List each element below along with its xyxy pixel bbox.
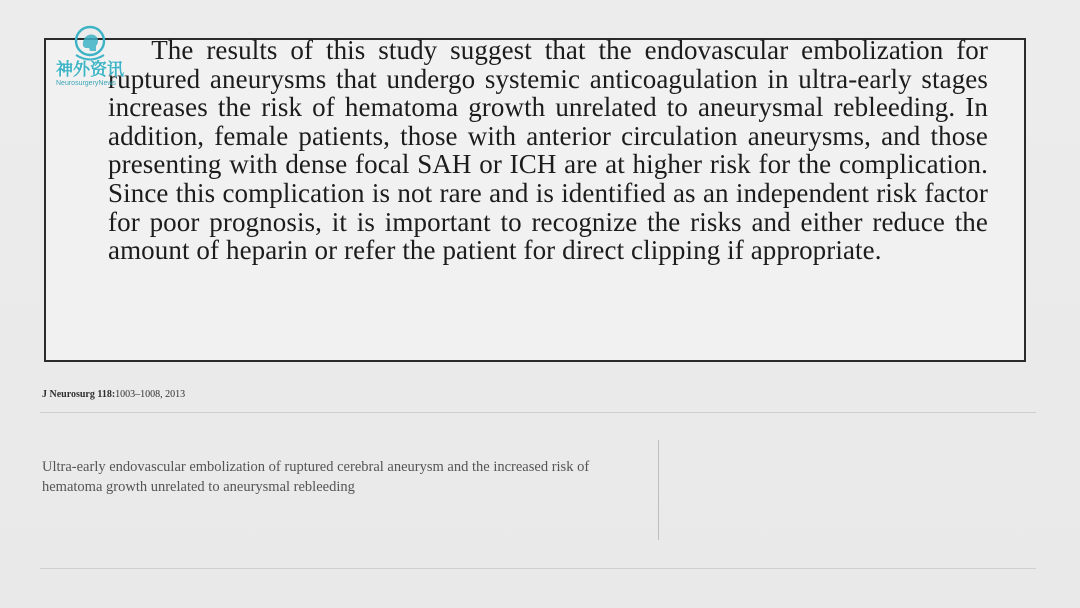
quote-box xyxy=(44,35,1026,362)
divider-bottom xyxy=(40,568,1036,569)
watermark-chinese-name: 神外资讯 xyxy=(56,60,124,80)
watermark-english-name: NeurosurgeryNews xyxy=(56,80,116,87)
citation xyxy=(42,389,185,400)
article-title: Ultra-early endovascular embolization of ruptured cerebral aneurysm and the increased risk of hematoma growth unrelated to aneurysmal rebleeding xyxy=(42,459,590,495)
head-profile-icon xyxy=(68,24,112,64)
watermark-logo xyxy=(56,24,146,90)
divider-top xyxy=(40,412,1036,413)
divider-vertical xyxy=(658,440,659,540)
citation-volume: 118: xyxy=(97,389,116,400)
quote-text: The results of this study suggest that the endovascular embolization for ruptured aneurysms that undergo systemic anticoagulation in ultra-early stages increases the risk of hematoma growth unrelated to aneurysmal rebleeding. In addition, female patients, those with anterior circulation aneurysms, and those presenting with dense focal SAH or ICH are at higher risk for the complication. Since this complication is not rare and is identified as an independent risk factor for poor prognosis, it is important to recognize the risks and either reduce the amount of heparin or refer the patient for direct clipping if appropriate. xyxy=(108,35,988,266)
citation-journal: J Neurosurg xyxy=(42,389,95,400)
citation-pages-year: 1003–1008, 2013 xyxy=(115,389,186,400)
